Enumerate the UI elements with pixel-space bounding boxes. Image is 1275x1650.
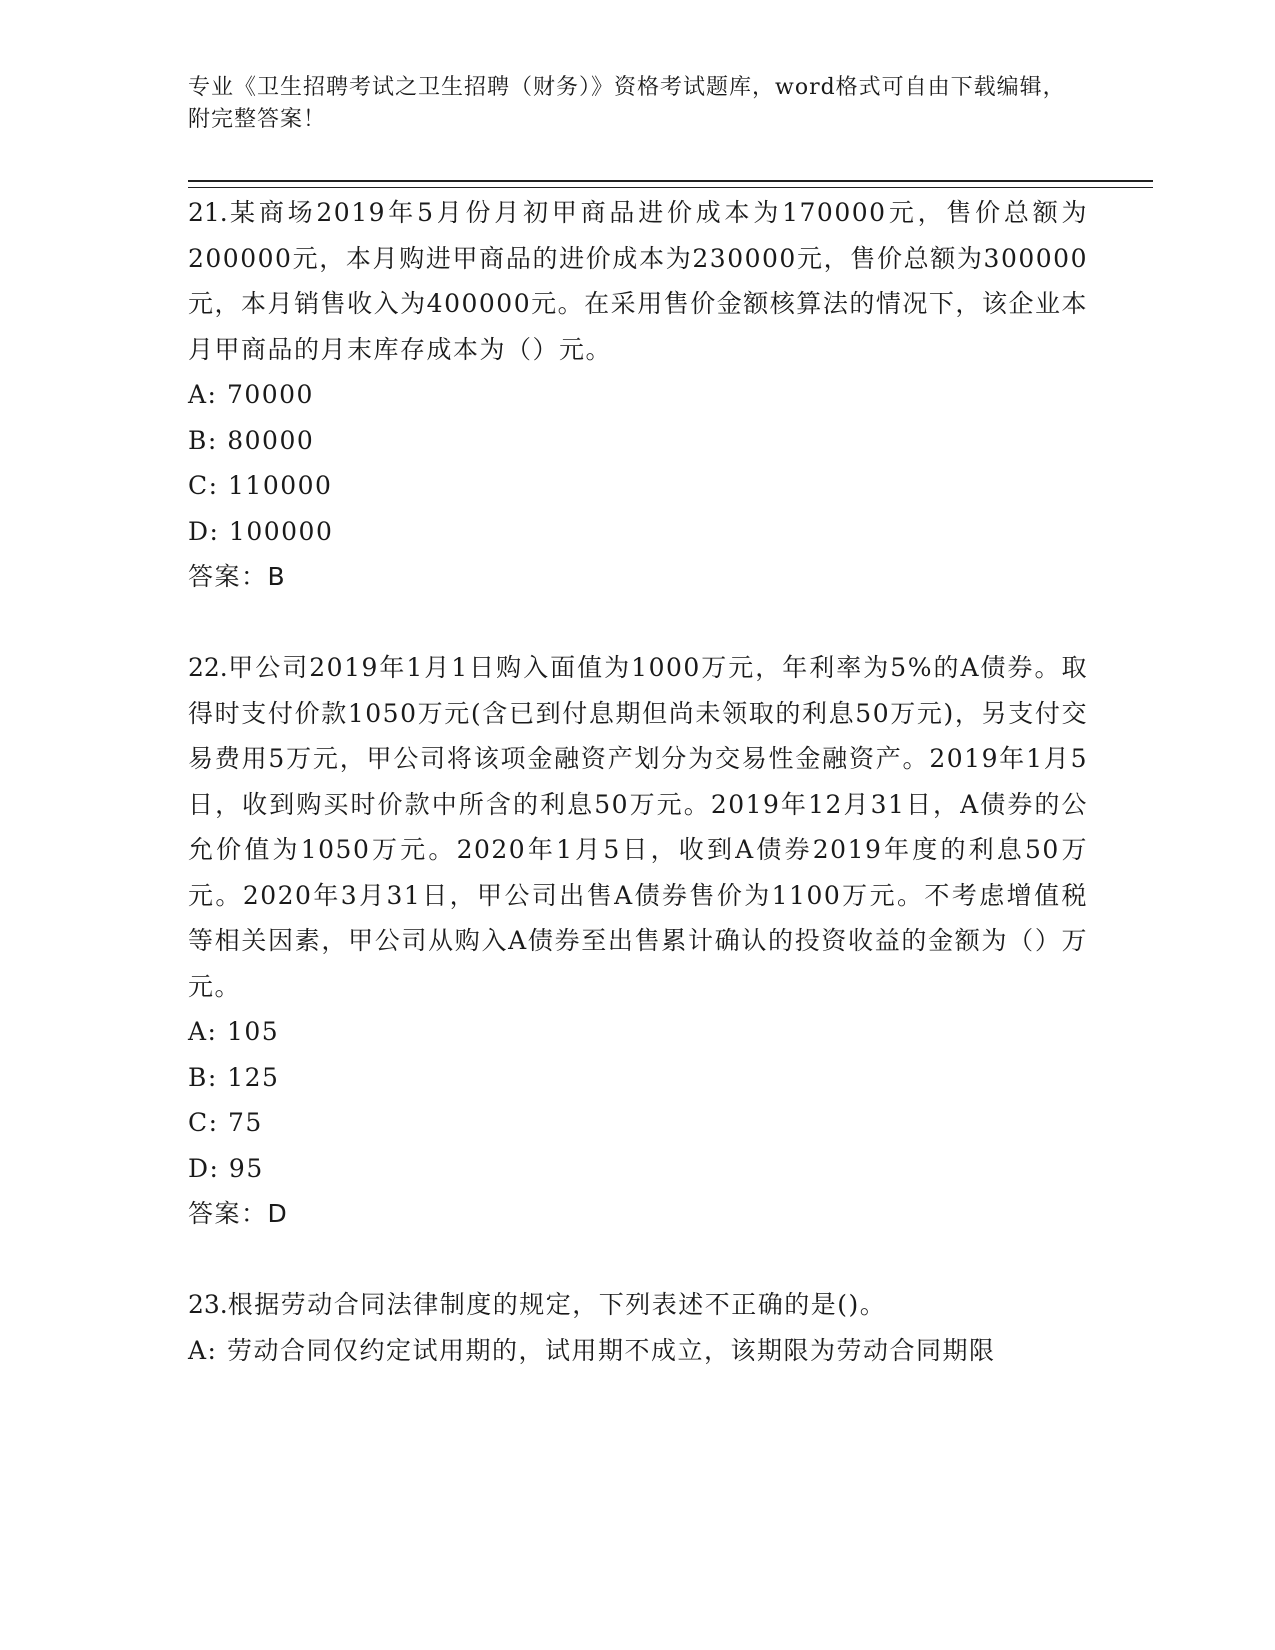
- answer-label: 答案：: [188, 562, 268, 591]
- option-label: A:: [188, 1017, 218, 1046]
- question-text: 某商场2019年5月份月初甲商品进价成本为170000元，售价总额为200000元，本月购进甲商品的进价成本为230000元，售价总额为300000元，本月销售收入为400000元。在采用售价金额核算法的情况下，该企业本月甲商品的月末库存成本为（）元。: [188, 198, 1088, 364]
- header-divider: [188, 180, 1153, 188]
- question-number: 22.: [188, 653, 228, 682]
- question-23: [188, 1282, 1088, 1373]
- option-d: [188, 1146, 1088, 1192]
- option-a: [188, 1328, 1088, 1374]
- option-label: C:: [188, 1108, 219, 1137]
- question-21: [188, 190, 1088, 600]
- answer-value: B: [267, 562, 287, 591]
- option-a: [188, 1009, 1088, 1055]
- option-label: D:: [188, 516, 220, 546]
- option-text: 劳动合同仅约定试用期的，试用期不成立，该期限为劳动合同期限: [226, 1335, 996, 1365]
- option-text: 105: [226, 1017, 280, 1046]
- option-b: [188, 418, 1088, 464]
- answer-label: 答案：: [188, 1199, 268, 1228]
- option-text: 80000: [227, 425, 315, 455]
- option-text: 110000: [228, 471, 333, 500]
- question-stem: [188, 645, 1088, 1009]
- option-a: [188, 372, 1088, 418]
- option-text: 75: [228, 1108, 263, 1137]
- answer-line: [188, 1191, 1088, 1237]
- option-text: 100000: [228, 516, 334, 546]
- option-c: [188, 463, 1088, 509]
- option-label: B:: [188, 425, 218, 455]
- question-number: 21.: [188, 198, 228, 227]
- option-text: 70000: [226, 380, 314, 409]
- question-list: [188, 190, 1088, 1373]
- option-label: C:: [188, 471, 219, 500]
- answer-line: [188, 554, 1088, 600]
- question-text: 甲公司2019年1月1日购入面值为1000万元，年利率为5%的A债券。取得时支付价款1050万元(含已到付息期但尚未领取的利息50万元)，另支付交易费用5万元，甲公司将该项金融资产划分为交易性金融资产。2019年1月5日，收到购买时价款中所含的利息50万元。2019年12月31日，A债券的公允价值为1050万元。2020年1月5日，收到A债券2019年度的利息50万元。2020年3月31日，甲公司出售A债券售价为1100万元。不考虑增值税等相关因素，甲公司从购入A债券至出售累计确认的投资收益的金额为（）万元。: [188, 653, 1088, 1001]
- option-label: A:: [188, 1335, 218, 1365]
- question-number: 23.: [188, 1290, 228, 1319]
- option-text: 95: [228, 1153, 264, 1183]
- option-label: B:: [188, 1062, 218, 1092]
- option-text: 125: [227, 1062, 280, 1092]
- header-text: 专业《卫生招聘考试之卫生招聘（财务）》资格考试题库，word格式可自由下载编辑，附完整答案！: [188, 75, 1066, 132]
- spacer: [188, 1237, 1088, 1283]
- option-c: [188, 1100, 1088, 1146]
- question-stem: [188, 190, 1088, 372]
- option-label: A:: [188, 380, 218, 409]
- option-d: [188, 509, 1088, 555]
- document-header: [188, 72, 1068, 136]
- question-22: [188, 645, 1088, 1237]
- option-b: [188, 1055, 1088, 1101]
- question-stem: [188, 1282, 1088, 1328]
- answer-value: D: [267, 1199, 289, 1228]
- question-text: 根据劳动合同法律制度的规定，下列表述不正确的是()。: [227, 1290, 887, 1319]
- spacer: [188, 600, 1088, 646]
- option-label: D:: [188, 1153, 220, 1183]
